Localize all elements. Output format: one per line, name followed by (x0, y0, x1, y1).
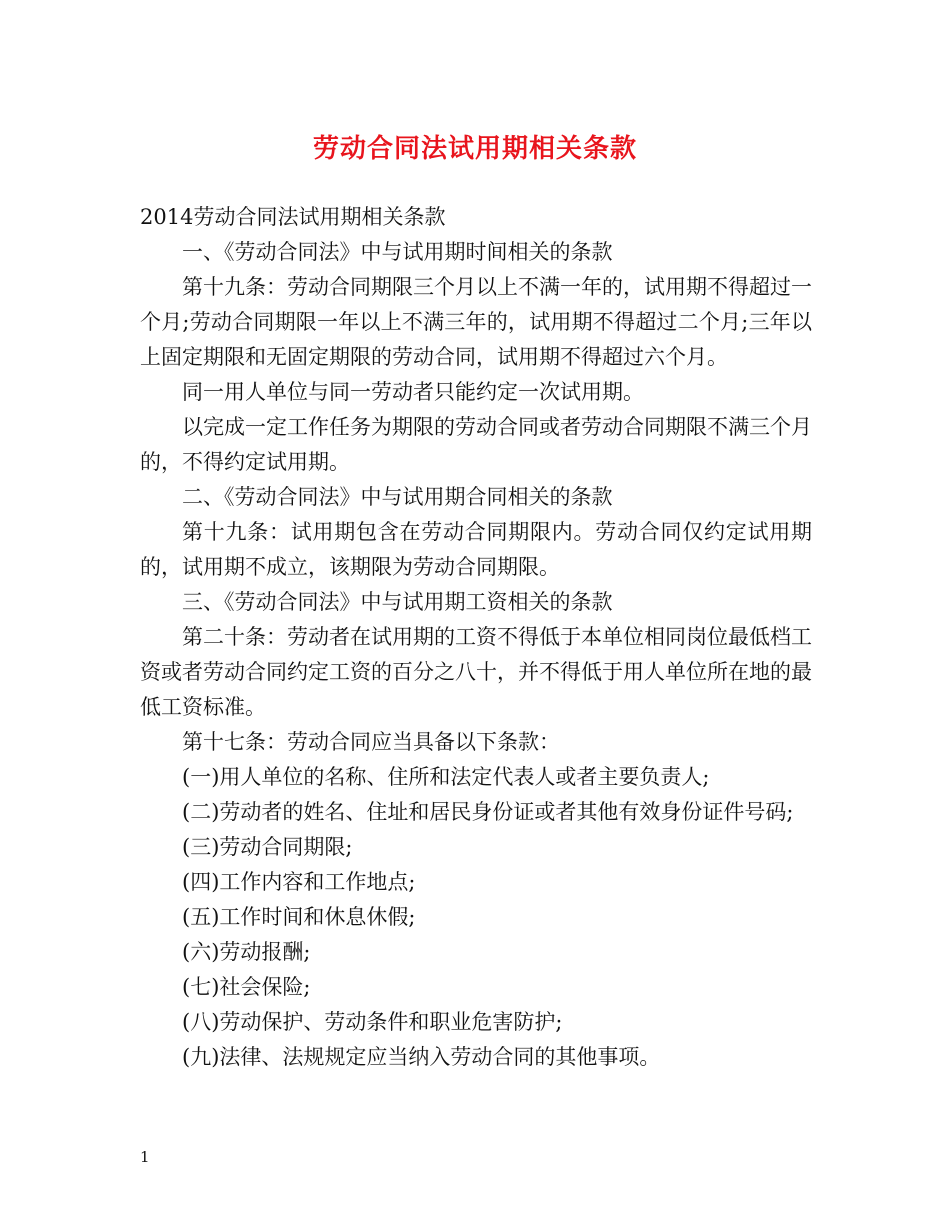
page-number: 1 (140, 1148, 150, 1166)
list-item: (八)劳动保护、劳动条件和职业危害防护; (182, 1010, 563, 1034)
paragraph: 第十九条：试用期包含在劳动合同期限内。劳动合同仅约定试用期的，试用期不成立，该期限为劳动合同期限。 (140, 520, 812, 579)
paragraph: 三、《劳动合同法》中与试用期工资相关的条款 (182, 590, 613, 614)
list-item: (三)劳动合同期限; (182, 835, 353, 859)
list-item: (一)用人单位的名称、住所和法定代表人或者主要负责人; (182, 765, 710, 789)
paragraph: 二、《劳动合同法》中与试用期合同相关的条款 (182, 485, 613, 509)
list-item: (六)劳动报酬; (182, 940, 311, 964)
paragraph: 第十九条：劳动合同期限三个月以上不满一年的，试用期不得超过一个月;劳动合同期限一年以上不满三年的，试用期不得超过二个月;三年以上固定期限和无固定期限的劳动合同，试用期不得超过六个月。 (140, 275, 812, 369)
list-item: (四)工作内容和工作地点; (182, 870, 416, 894)
list-item: (九)法律、法规规定应当纳入劳动合同的其他事项。 (182, 1045, 661, 1069)
paragraph: 第十七条：劳动合同应当具备以下条款： (182, 730, 560, 754)
paragraph: 同一用人单位与同一劳动者只能约定一次试用期。 (182, 380, 644, 404)
paragraph: 以完成一定工作任务为期限的劳动合同或者劳动合同期限不满三个月的，不得约定试用期。 (140, 415, 812, 474)
paragraph: 第二十条：劳动者在试用期的工资不得低于本单位相同岗位最低档工资或者劳动合同约定工资的百分之八十，并不得低于用人单位所在地的最低工资标准。 (140, 625, 812, 719)
list-item: (七)社会保险; (182, 975, 311, 999)
document-body (140, 200, 812, 1075)
document-title: 劳动合同法试用期相关条款 (312, 134, 637, 164)
list-item: (五)工作时间和休息休假; (182, 905, 416, 929)
paragraph: 2014劳动合同法试用期相关条款 (140, 205, 446, 229)
list-item: (二)劳动者的姓名、住址和居民身份证或者其他有效身份证件号码; (182, 800, 794, 824)
paragraph: 一、《劳动合同法》中与试用期时间相关的条款 (182, 240, 613, 264)
